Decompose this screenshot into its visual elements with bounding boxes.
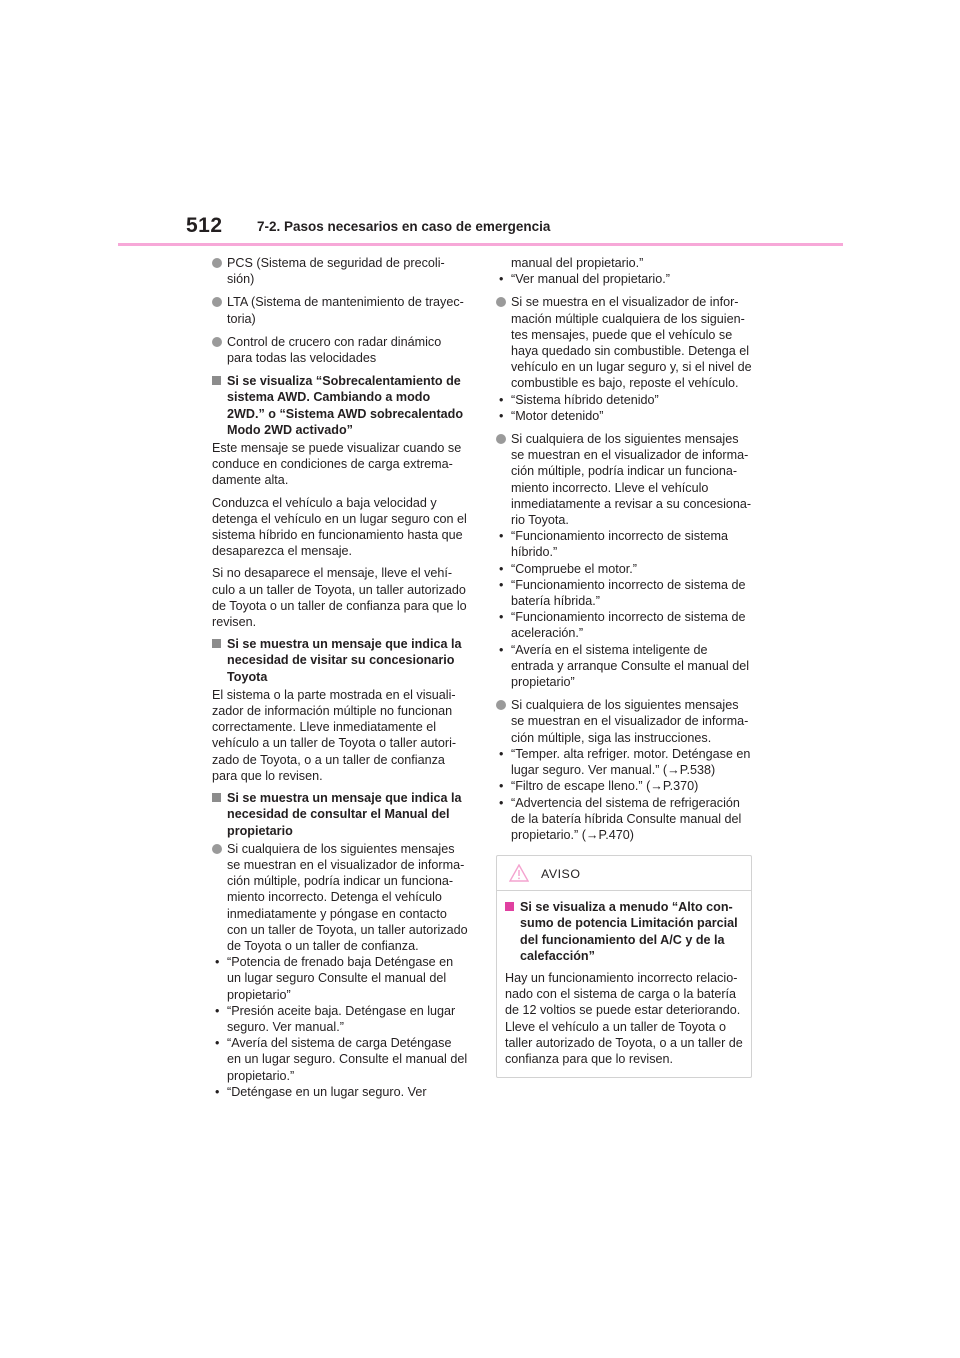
continued-text [496, 255, 754, 271]
dash-item [496, 577, 754, 609]
text-line: propietario.” (→P.470) [511, 827, 634, 842]
text-line: propietario [227, 823, 293, 838]
text-line: Toyota [227, 669, 268, 684]
text-line: Si se visualiza “Sobrecalentamiento de [227, 374, 461, 389]
text-line: confianza para que lo revisen. [505, 1051, 674, 1066]
dash-item [496, 778, 754, 794]
square-bullet-icon [212, 639, 221, 648]
text-line: de Toyota o un taller de confianza para que lo [212, 598, 467, 613]
text-line: sumo de potencia Limitación parcial [520, 916, 738, 931]
text-line: para que lo revisen. [212, 768, 323, 783]
bullet-dot-icon [212, 258, 222, 268]
text-line: conduce en condiciones de carga extrema- [212, 457, 453, 472]
text-line: aceleración.” [511, 626, 584, 641]
text-line: Control de crucero con radar dinámico [227, 334, 442, 349]
text-line: “Funcionamiento incorrecto de sistema [511, 529, 728, 544]
paragraph [212, 440, 472, 489]
section-heading [505, 899, 743, 964]
dash-marker-icon: • [499, 392, 504, 407]
header-divider [118, 243, 843, 246]
warning-body [497, 891, 751, 1077]
text-line: ción múltiple, podría indicar un funciona- [511, 464, 738, 479]
square-bullet-icon [212, 793, 221, 802]
text-line: Este mensaje se puede visualizar cuando se [212, 441, 462, 456]
dash-marker-icon: • [215, 1036, 220, 1051]
text-line: del funcionamiento del A/C y de la [520, 932, 725, 947]
text-line: Hay un funcionamiento incorrecto relacio- [505, 970, 738, 985]
dash-marker-icon: • [499, 779, 504, 794]
text-line: en un lugar seguro. Consulte el manual del [227, 1052, 468, 1067]
dash-item [212, 1035, 472, 1084]
text-line: necesidad de visitar su concesionario [227, 653, 455, 668]
paragraph [212, 565, 472, 630]
text-line: un lugar seguro Consulte el manual del [227, 971, 447, 986]
text-line: Si cualquiera de los siguientes mensajes [227, 841, 455, 856]
dash-item [496, 408, 754, 424]
text-line: propietario.” [227, 1068, 295, 1083]
text-line: “Sistema híbrido detenido” [511, 392, 659, 407]
text-line: Conduzca el vehículo a baja velocidad y [212, 495, 437, 510]
text-line: Si se muestra un mensaje que indica la [227, 637, 462, 652]
dash-item [212, 954, 472, 1003]
text-line: necesidad de consultar el Manual del [227, 807, 450, 822]
square-bullet-icon [212, 376, 221, 385]
text-line: “Funcionamiento incorrecto de sistema de [511, 610, 746, 625]
dash-item [496, 528, 754, 560]
bullet-dot-icon [496, 297, 506, 307]
text-line: zador de información múltiple no funcionan [212, 704, 453, 719]
text-line: se muestran en el visualizador de informa- [511, 448, 749, 463]
warning-header [497, 856, 751, 891]
text-line: miento incorrecto. Detenga el vehículo [227, 890, 442, 905]
text-line: de Toyota o un taller de confianza. [227, 938, 419, 953]
dash-marker-icon: • [499, 610, 504, 625]
text-line: combustible es bajo, reposte el vehículo. [511, 376, 739, 391]
dash-item [496, 795, 754, 844]
text-line: Modo 2WD activado” [227, 422, 353, 437]
text-line: “Advertencia del sistema de refrigeración [511, 795, 740, 810]
dash-list [496, 271, 754, 287]
dash-item [496, 271, 754, 287]
bullet-item [212, 334, 472, 366]
text-line: para todas las velocidades [227, 351, 377, 366]
warning-triangle-icon [509, 864, 529, 886]
text-line: inmediatamente a revisar a su concesiona- [511, 496, 752, 511]
text-line: correctamente. Lleve inmediatamente el [212, 720, 437, 735]
text-line: de 12 voltios se puede estar deteriorando. [505, 1003, 741, 1018]
text-line: desaparezca el mensaje. [212, 544, 353, 559]
text-line: ción múltiple, siga las instrucciones. [511, 730, 712, 745]
dash-marker-icon: • [215, 955, 220, 970]
text-line: revisen. [212, 615, 257, 630]
warning-label: AVISO [541, 867, 581, 882]
text-line: “Presión aceite baja. Deténgase en lugar [227, 1003, 456, 1018]
text-line: toria) [227, 311, 256, 326]
bullet-item [496, 431, 754, 528]
text-line: de la batería híbrida Consulte manual del [511, 811, 742, 826]
text-line: seguro. Ver manual.” [227, 1019, 344, 1034]
text-line: sistema híbrido en funcionamiento hasta que [212, 528, 463, 543]
dash-item [212, 1003, 472, 1035]
text-line: propietario” [227, 987, 291, 1002]
section-heading [212, 373, 472, 438]
section-heading [212, 790, 472, 839]
bullet-dot-icon [496, 700, 506, 710]
text-line: 2WD.” o “Sistema AWD sobrecalentado [227, 406, 464, 421]
text-line: sistema AWD. Cambiando a modo [227, 390, 431, 405]
dash-marker-icon: • [499, 561, 504, 576]
text-line: se muestran en el visualizador de informa- [227, 857, 465, 872]
section-heading [212, 636, 472, 685]
text-line: Si se muestra un mensaje que indica la [227, 791, 462, 806]
text-line: híbrido.” [511, 545, 558, 560]
text-line: PCS (Sistema de seguridad de precoli- [227, 256, 445, 270]
text-line: “Deténgase en un lugar seguro. Ver [227, 1084, 427, 1099]
text-line: vehículo a un taller de Toyota o taller autori- [212, 736, 457, 751]
text-line: “Avería en el sistema inteligente de [511, 642, 708, 657]
text-line: Si se visualiza a menudo “Alto con- [520, 900, 733, 915]
text-line: propietario” [511, 675, 575, 690]
text-line: nado con el sistema de carga o la batería [505, 987, 737, 1002]
text-line: manual del propietario.” [511, 256, 644, 270]
dash-marker-icon: • [499, 795, 504, 810]
bullet-dot-icon [212, 844, 222, 854]
dash-marker-icon: • [499, 577, 504, 592]
paragraph [505, 970, 743, 1067]
text-line: culo a un taller de Toyota, un taller autorizado [212, 582, 466, 597]
page-number: 512 [186, 214, 223, 237]
dash-marker-icon: • [499, 746, 504, 761]
dash-marker-icon: • [499, 529, 504, 544]
text-line: damente alta. [212, 473, 289, 488]
dash-list [496, 746, 754, 843]
text-line: “Temper. alta refriger. motor. Deténgase en [511, 746, 751, 761]
text-line: LTA (Sistema de mantenimiento de trayec- [227, 295, 464, 310]
text-line: “Potencia de frenado baja Deténgase en [227, 955, 454, 970]
dash-item [496, 609, 754, 641]
text-line: miento incorrecto. Lleve el vehículo [511, 480, 709, 495]
paragraph [212, 687, 472, 784]
bullet-dot-icon [496, 434, 506, 444]
dash-marker-icon: • [499, 408, 504, 423]
paragraph [212, 495, 472, 560]
dash-list [496, 392, 754, 424]
text-line: “Ver manual del propietario.” [511, 272, 670, 287]
text-line: inmediatamente y póngase en contacto [227, 906, 447, 921]
text-line: mación múltiple cualquiera de los siguien- [511, 311, 745, 326]
text-line: Si cualquiera de los siguientes mensajes [511, 432, 739, 447]
warning-box [496, 855, 752, 1078]
text-line: ción múltiple, podría indicar un funciona- [227, 874, 454, 889]
text-line: “Compruebe el motor.” [511, 561, 637, 576]
text-line: lugar seguro. Ver manual.” (→P.538) [511, 763, 716, 778]
right-column [496, 255, 754, 1078]
text-line: “Avería del sistema de carga Deténgase [227, 1036, 452, 1051]
bullet-item [212, 841, 472, 954]
text-line: rio Toyota. [511, 513, 569, 528]
text-line: “Motor detenido” [511, 408, 604, 423]
dash-list [496, 528, 754, 690]
text-line: Si cualquiera de los siguientes mensajes [511, 698, 739, 713]
dash-marker-icon: • [215, 1003, 220, 1018]
text-line: “Funcionamiento incorrecto de sistema de [511, 577, 746, 592]
text-line: Si se muestra en el visualizador de infor- [511, 295, 739, 310]
text-line: Lleve el vehículo a un taller de Toyota o [505, 1019, 727, 1034]
dash-item [496, 392, 754, 408]
text-line: Si no desaparece el mensaje, lleve el vehí- [212, 566, 453, 581]
text-line: se muestran en el visualizador de informa- [511, 714, 749, 729]
dash-marker-icon: • [499, 272, 504, 287]
bullet-dot-icon [212, 337, 222, 347]
bullet-item [212, 255, 472, 287]
dash-item [496, 642, 754, 691]
text-line: sión) [227, 272, 255, 287]
bullet-item [212, 294, 472, 326]
left-column [212, 255, 472, 1100]
section-title: 7-2. Pasos necesarios en caso de emergencia [257, 219, 551, 234]
dash-list [212, 954, 472, 1100]
dash-marker-icon: • [215, 1084, 220, 1099]
text-line: calefacción” [520, 948, 595, 963]
text-line: El sistema o la parte mostrada en el visuali- [212, 687, 456, 702]
text-line: haya quedado sin combustible. Detenga el [511, 344, 750, 359]
dash-item [496, 561, 754, 577]
dash-marker-icon: • [499, 642, 504, 657]
text-line: detenga el vehículo en un lugar seguro con el [212, 511, 467, 526]
text-line: batería híbrida.” [511, 594, 600, 609]
bullet-item [496, 697, 754, 746]
text-line: con un taller de Toyota, un taller autorizado [227, 922, 468, 937]
text-line: taller autorizado de Toyota, o a un taller de [505, 1035, 743, 1050]
bullet-item [496, 294, 754, 391]
text-line: vehículo en un lugar seguro y, si el nivel de [511, 360, 752, 375]
text-line: tes mensajes, puede que el vehículo se [511, 327, 733, 342]
bullet-dot-icon [212, 297, 222, 307]
dash-item [212, 1084, 472, 1100]
square-bullet-icon [505, 902, 514, 911]
page-header [0, 0, 960, 250]
text-line: entrada y arranque Consulte el manual del [511, 658, 750, 673]
text-line: zado de Toyota, o a un taller de confianza [212, 752, 445, 767]
dash-item [496, 746, 754, 778]
text-line: “Filtro de escape lleno.” (→P.370) [511, 779, 699, 794]
